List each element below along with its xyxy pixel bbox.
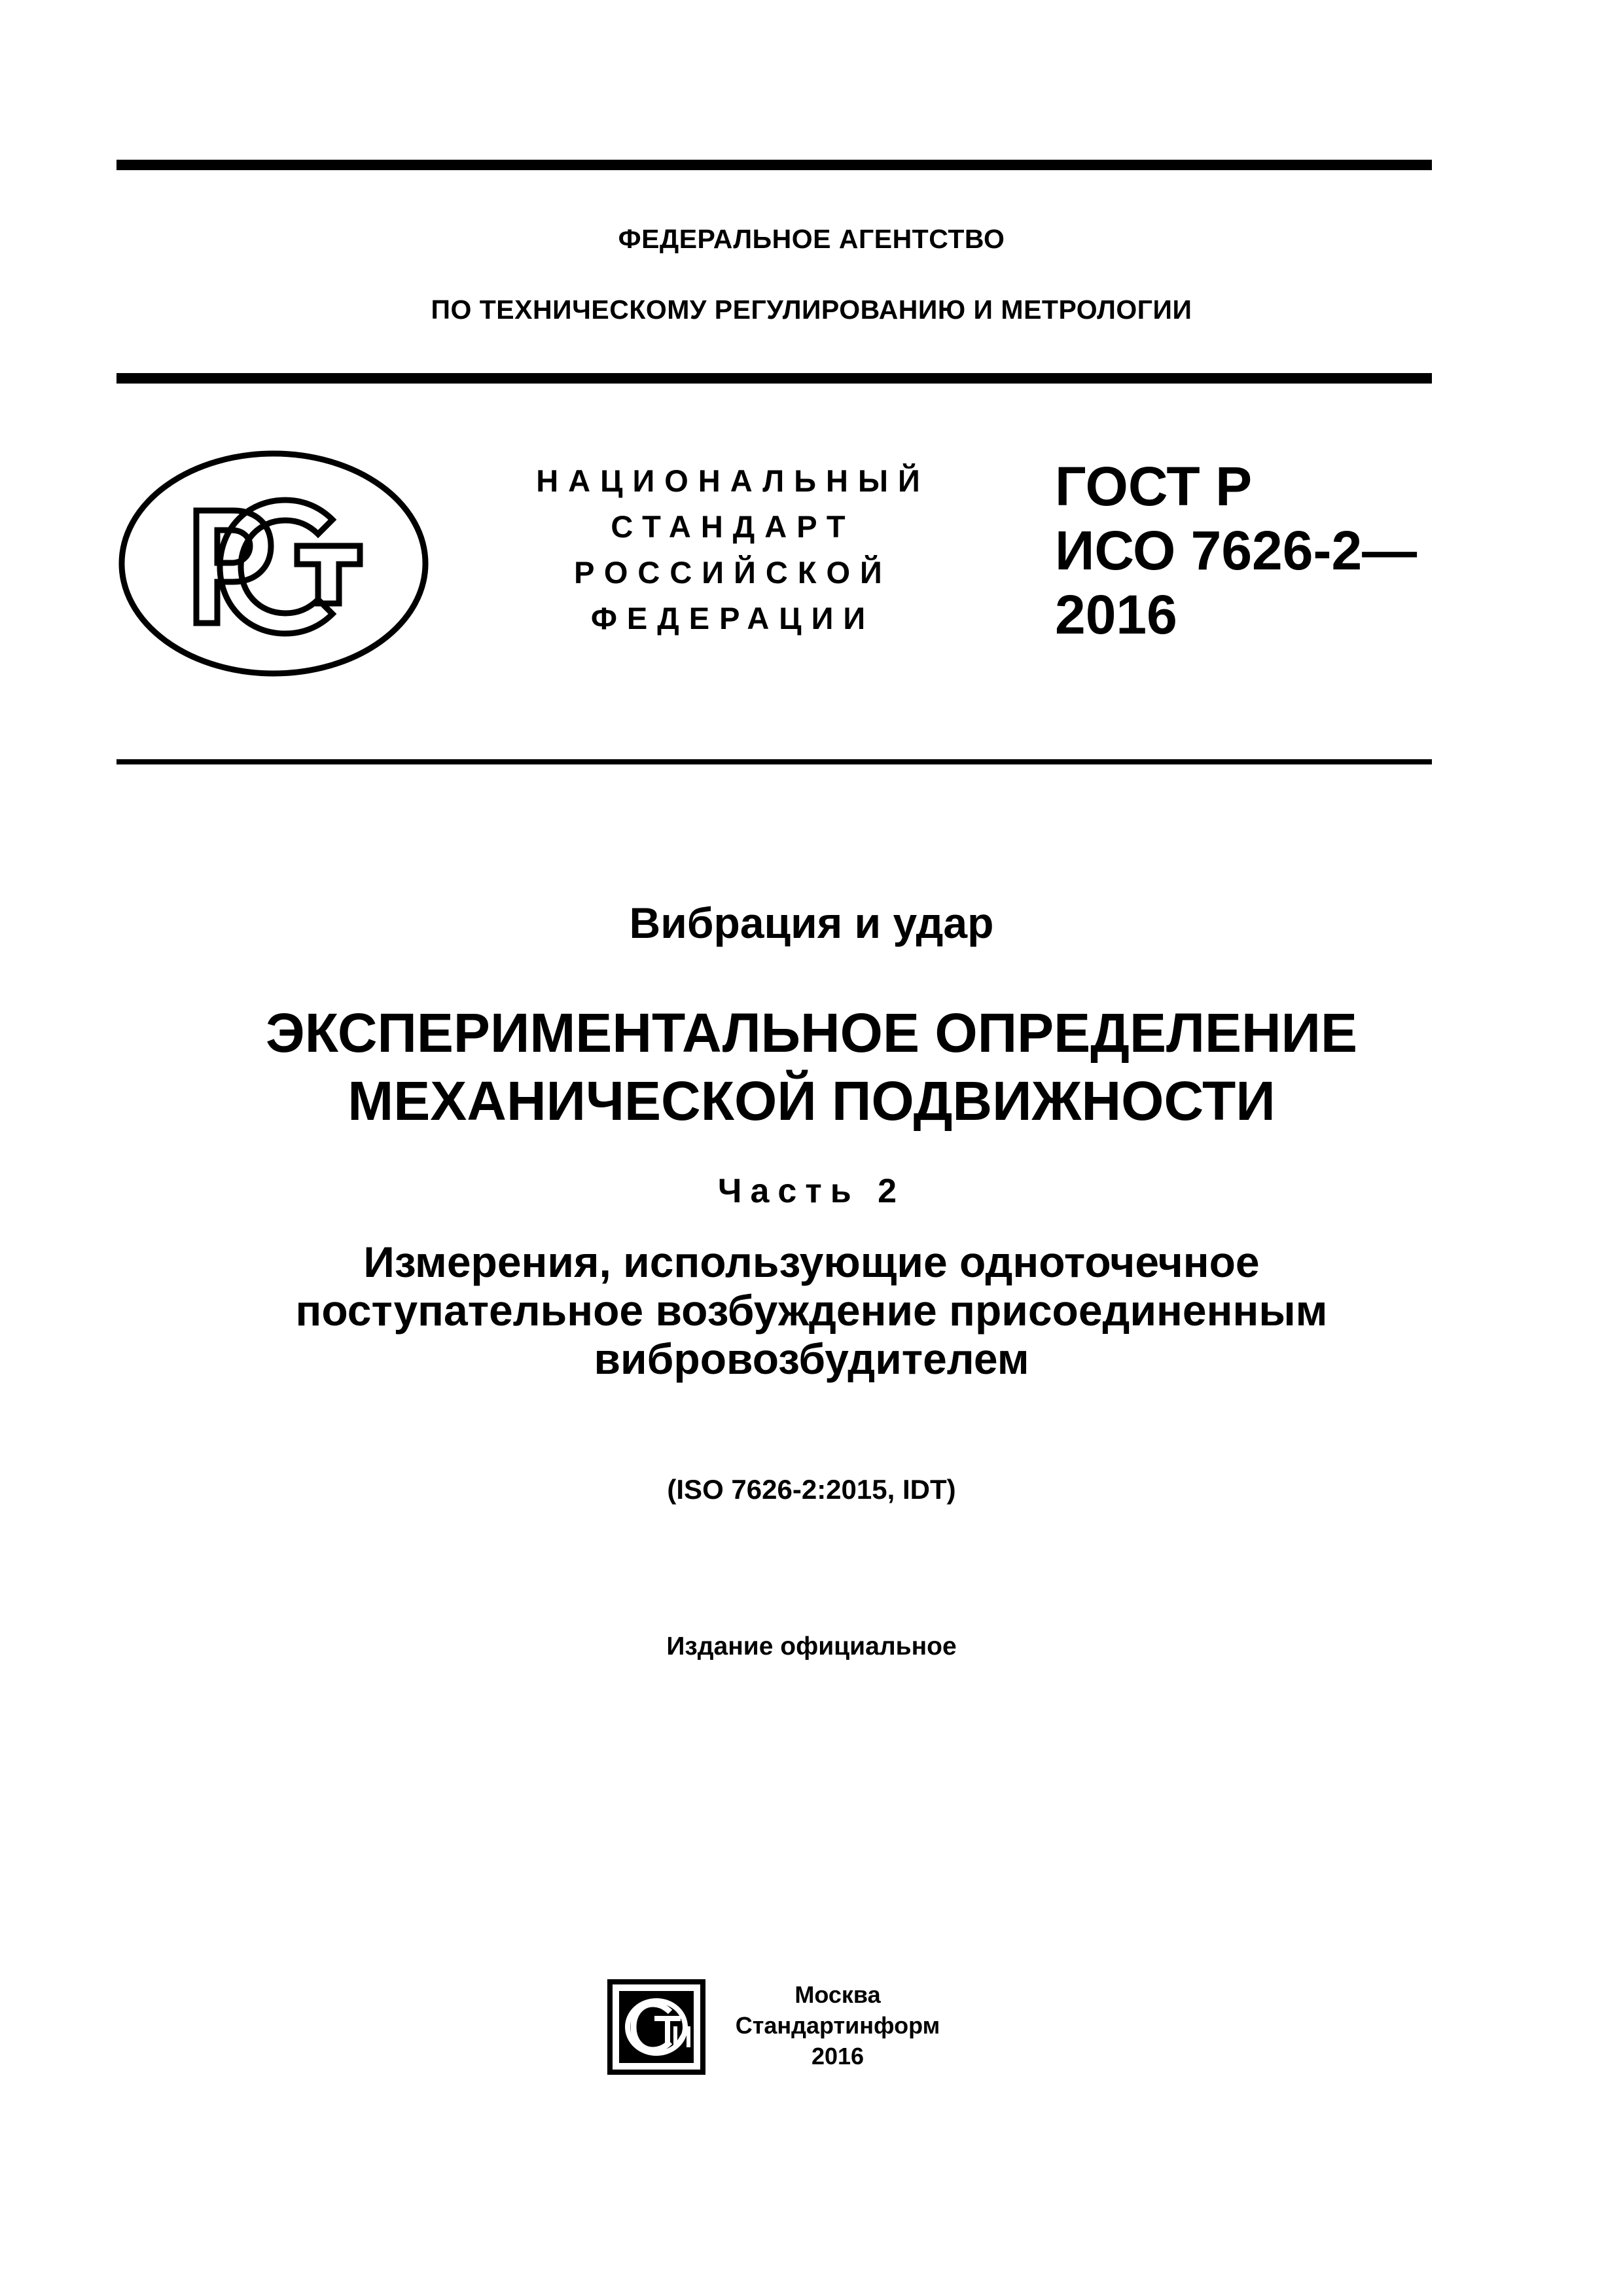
agency-line-2: ПО ТЕХНИЧЕСКОМУ РЕГУЛИРОВАНИЮ И МЕТРОЛОГИИ [431, 295, 1192, 325]
subtitle-line-2: поступательное возбуждение присоединенным [295, 1286, 1328, 1335]
designation-line-3: 2016 [1055, 584, 1177, 645]
part-number: Часть 2 [717, 1172, 906, 1210]
national-standard-line-3: РОССИЙСКОЙ [574, 555, 892, 590]
national-standard-line-4: ФЕДЕРАЦИИ [590, 601, 876, 636]
title-main-line-2: МЕХАНИЧЕСКОЙ ПОДВИЖНОСТИ [348, 1070, 1275, 1132]
iso-reference: (ISO 7626-2:2015, IDT) [667, 1474, 956, 1505]
publisher-year: 2016 [811, 2043, 865, 2070]
rst-certification-mark-icon [116, 448, 431, 679]
title-main-line-1: ЭКСПЕРИМЕНТАЛЬНОЕ ОПРЕДЕЛЕНИЕ [265, 1002, 1358, 1064]
agency-rule [116, 373, 1432, 384]
subtitle-line-1: Измерения, использующие одноточечное [363, 1238, 1260, 1286]
title-subject: Вибрация и удар [629, 899, 994, 947]
header-bottom-rule [116, 759, 1432, 764]
publisher-name: Стандартинформ [735, 2012, 940, 2039]
national-standard-line-2: СТАНДАРТ [611, 509, 855, 544]
subtitle-line-3: вибровозбудителем [594, 1335, 1029, 1383]
standartinform-logo-icon [607, 1979, 705, 2075]
agency-line-1: ФЕДЕРАЛЬНОЕ АГЕНТСТВО [618, 224, 1005, 254]
publisher-city: Москва [794, 1981, 881, 2008]
edition-label: Издание официальное [666, 1632, 957, 1660]
designation-line-2: ИСО 7626-2— [1055, 520, 1418, 581]
national-standard-line-1: НАЦИОНАЛЬНЫЙ [536, 463, 930, 498]
designation-line-1: ГОСТ Р [1055, 456, 1253, 517]
top-rule [116, 160, 1432, 170]
